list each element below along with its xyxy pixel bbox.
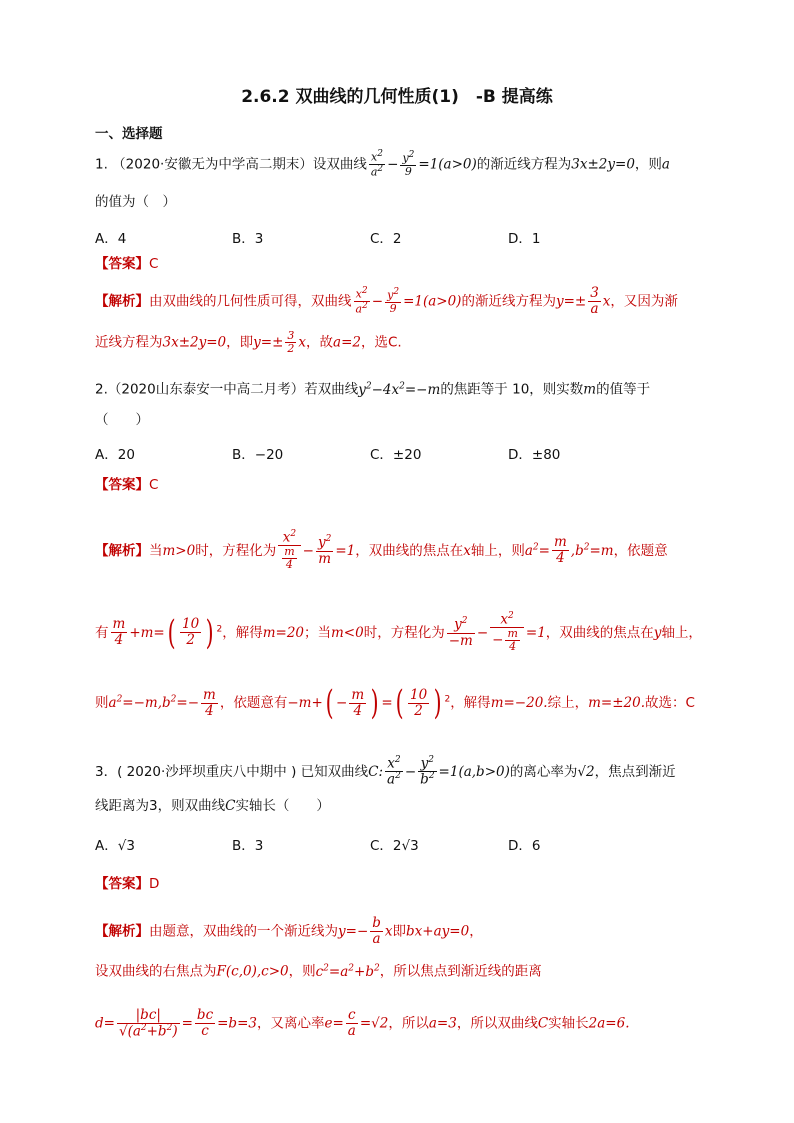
q2-option-b[interactable]: B．−20 (232, 447, 284, 463)
q2-option-d[interactable]: D．±80 (508, 447, 561, 463)
q2-analysis-line2: 有 $\frac{m}{4}$ +m=( $\frac{10}{2}$ ) $^2$，解得m=20；当m<0时，方程化为 $\frac{y^2}{-m}$ − $x^2$ − $\frac{m}{4}$ =1，双曲线的焦点在y轴上， (95, 611, 702, 654)
q2-option-a[interactable]: A．20 (95, 447, 135, 463)
section-heading: 一、选择题 (95, 126, 163, 142)
q1-analysis: 【解析】由双曲线的几何性质可得，双曲线 $\frac{x^2}{a^2}$ − $\frac{y^2}{9}$ =1(a>0)的渐近线方程为y=± $\frac{3}{a}$ x，又因为渐 (95, 285, 678, 317)
q1-stem-cont: 的值为（ ） (95, 194, 176, 210)
q1-answer: 【答案】C (95, 256, 159, 272)
q2-analysis: 【解析】当m>0时，方程化为 $\frac{x^2}{\frac{m}{4}}$ − $\frac{y^2}{m}$ =1，双曲线的焦点在x轴上，则$a^2=$ $\frac{m}{4}$ $,b^2=m$，依题意 (95, 529, 668, 572)
q1-analysis-cont: 近线方程为3x±2y=0，即y=± $\frac{3}{2}$ x，故a=2，选C. (95, 329, 402, 356)
q3-analysis: 【解析】由题意，双曲线的一个渐近线为y=− $\frac{b}{a}$ x即bx+ay=0， (95, 915, 483, 947)
q2-option-c[interactable]: C．±20 (370, 447, 422, 463)
formula: $\frac{y^2}{9}$ (402, 149, 415, 178)
q2-stem: 2.（2020山东泰安一中高二月考）若双曲线$y^2-4x^2=-m$的焦距等于 10，则实数m的值等于 (95, 381, 651, 398)
q3-stem: 3．( 2020·沙坪坝重庆八中期中 ) 已知双曲线C: $\frac{x^2}{a^2}$ − $\frac{y^2}{b^2}$ =1(a,b>0)的离心率为√2，焦点到渐近 (95, 755, 676, 788)
formula: $\frac{x^2}{a^2}$ (370, 149, 384, 179)
q3-analysis-line3: d= $\frac{|bc|}{√(a^2+b^2)}$ = $\frac{bc}{c}$ =b=3，又离心率e= $\frac{c}{a}$ =√2，所以a=3，所以双曲线C实轴长2a=6. (95, 1007, 630, 1040)
q1-stem: 1. （2020·安徽无为中学高二期末）设双曲线 $\frac{x^2}{a^2}$ − $\frac{y^2}{9}$ =1(a>0)的渐近线方程为3x±2y=0，则a (95, 149, 670, 179)
q1-option-b[interactable]: B．3 (232, 231, 264, 247)
q1-option-a[interactable]: A．4 (95, 231, 127, 247)
q3-answer: 【答案】D (95, 876, 160, 892)
q3-option-c[interactable]: C．2√3 (370, 838, 419, 854)
q2-answer: 【答案】C (95, 477, 159, 493)
q3-stem-cont: 线距离为3，则双曲线C实轴长（ ） (95, 798, 330, 814)
q1-option-c[interactable]: C．2 (370, 231, 402, 247)
q3-option-a[interactable]: A．√3 (95, 838, 135, 854)
page-title: 2.6.2 双曲线的几何性质(1) -B 提高练 (241, 87, 553, 107)
q3-option-b[interactable]: B．3 (232, 838, 264, 854)
q3-option-d[interactable]: D．6 (508, 838, 541, 854)
q3-analysis-line2: 设双曲线的右焦点为F(c,0),c>0，则$c^2=a^2+b^2$，所以焦点到渐近线的距离 (95, 963, 542, 980)
q1-option-d[interactable]: D．1 (508, 231, 541, 247)
q2-stem-cont: （ ） (95, 412, 149, 428)
q2-analysis-line3: 则$a^2=-m,b^2=-$ $\frac{m}{4}$ ，依题意有−m+( − $\frac{m}{4}$ ) =( $\frac{10}{2}$ ) $^2$，解得m=−20.综上，m=±20.故选：C (95, 683, 695, 723)
